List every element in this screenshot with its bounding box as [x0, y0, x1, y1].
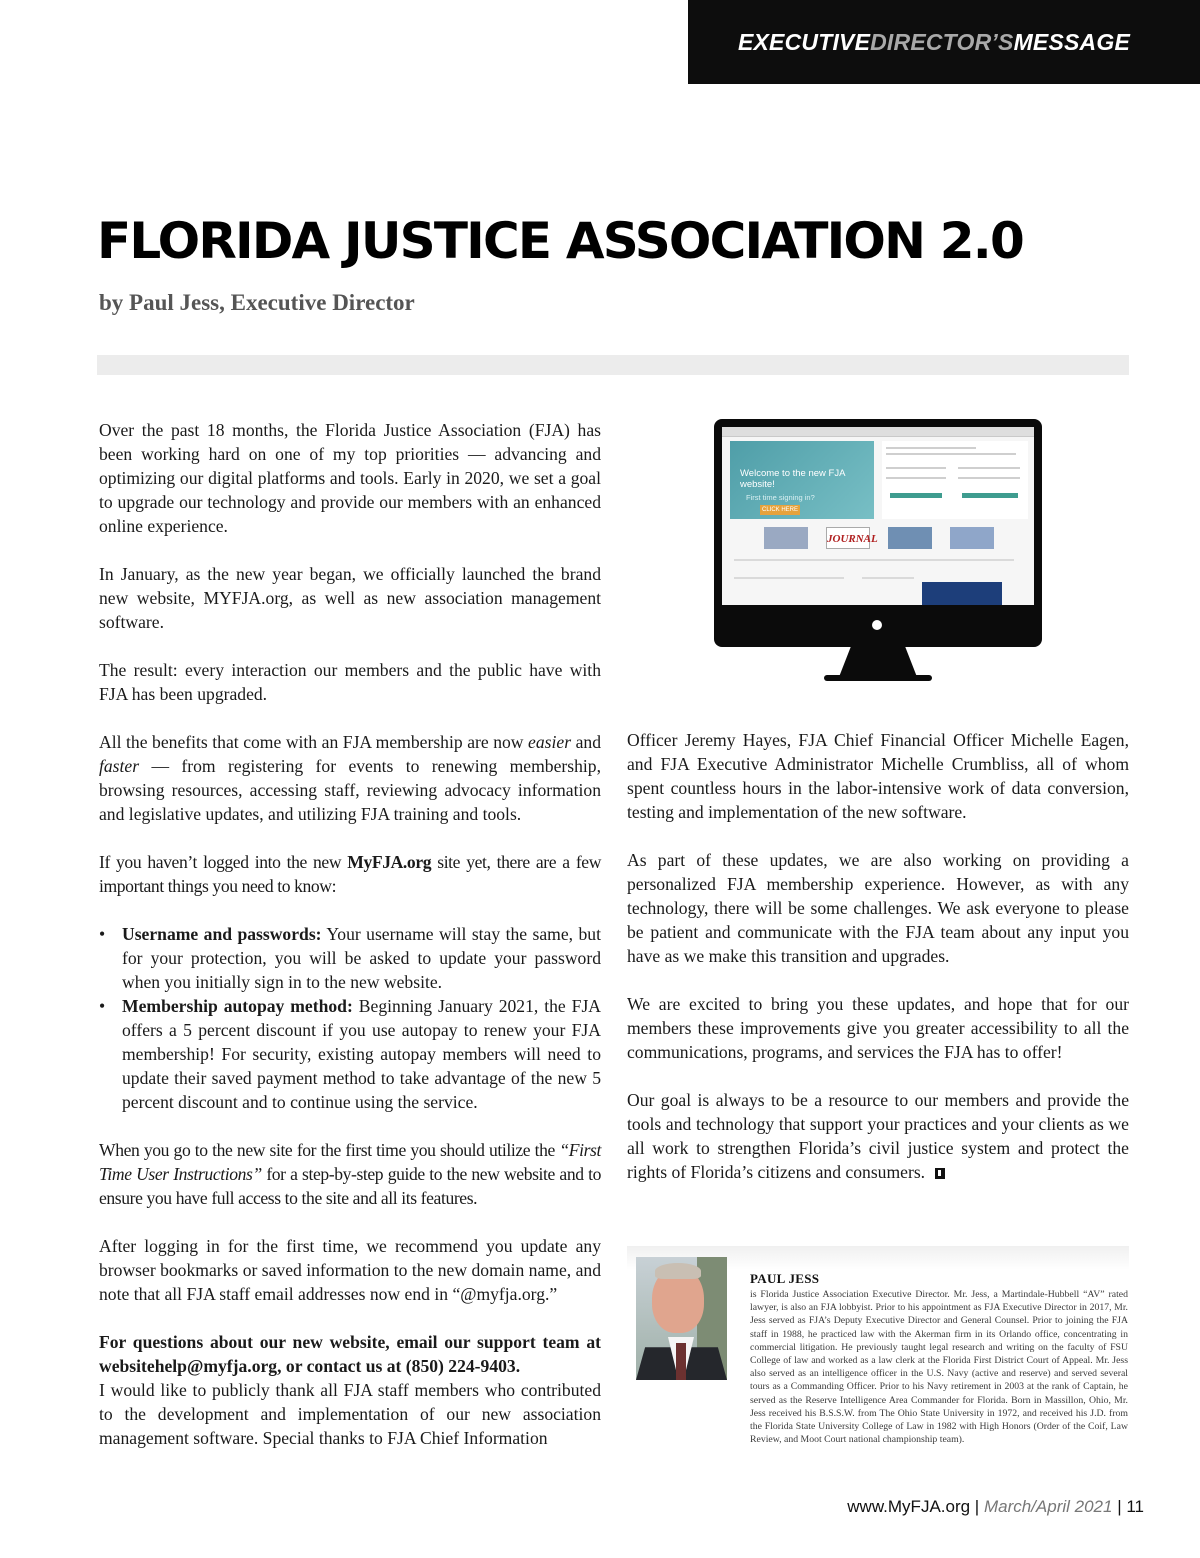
- end-mark-icon: [935, 1168, 945, 1179]
- list-item: • Username and passwords: Your username will stay the same, but for your protection, you will be asked to update your password when you initially sign in to the new website.: [99, 922, 601, 994]
- monitor-frame: [714, 419, 1042, 647]
- welcome-banner: [730, 441, 874, 519]
- paragraph-9: I would like to publicly thank all FJA staff members who contributed to the development and implementation of our new association management software. Special thanks to FJA Chief Information: [99, 1380, 601, 1448]
- section-header-part1: EXECUTIVE: [737, 28, 871, 55]
- welcome-subtitle: First time signing in?: [746, 493, 815, 502]
- section-header-part3: MESSAGE: [1013, 28, 1130, 55]
- paragraph-5: If you haven’t logged into the new MyFJA.org site yet, there are a few important things you need to know:: [99, 852, 601, 896]
- power-indicator: [872, 620, 882, 630]
- instructions-panel: [882, 441, 1028, 519]
- emphasis-easier: easier: [528, 732, 572, 752]
- globe-thumbnail: [764, 527, 808, 549]
- paragraph-12: We are excited to bring you these updates, and hope that for our members these improvements give you greater accessibility to all the communications, programs, and services the FJA has to offer!: [627, 994, 1129, 1062]
- paragraph-10: Officer Jeremy Hayes, FJA Chief Financial Officer Michelle Eagen, and FJA Executive Administrator Michelle Crumbliss, all of whom spent countless hours in the labor-intensive work of data conversion, testing and implementation of the new software.: [627, 730, 1129, 822]
- paragraph-2: In January, as the new year began, we officially launched the brand new website, MYFJA.org, as well as new association management software.: [99, 564, 601, 632]
- author-name: PAUL JESS: [750, 1271, 820, 1286]
- title-divider: [97, 355, 1129, 375]
- key-points-list: [99, 922, 601, 1114]
- section-header-part2: DIRECTOR’S: [870, 28, 1014, 55]
- author-photo: [636, 1257, 727, 1380]
- paragraph-4: All the benefits that come with an FJA membership are now easier and faster — from registering for events to renewing membership, browsing resources, accessing staff, reviewing advocacy information and legislative updates, and utilizing FJA training and tools.: [99, 732, 601, 824]
- paragraph-7: After logging in for the first time, we recommend you update any browser bookmarks or saved information to the new domain name, and note that all FJA staff email addresses now end in “@myfja.org.”: [99, 1236, 601, 1304]
- news-image: [922, 582, 1002, 605]
- journal-thumbnail: JOURNAL: [826, 527, 870, 549]
- monitor-base: [824, 675, 932, 681]
- article-byline: by Paul Jess, Executive Director: [99, 290, 415, 315]
- paragraph-11: As part of these updates, we are also working on providing a personalized FJA membership experience. However, as with any technology, there will be some challenges. We ask everyone to please be patient and communicate with the FJA team about any input you have as we make this transition and upgrades.: [627, 850, 1129, 966]
- article-column-left: [99, 418, 601, 1474]
- author-bio: [627, 1246, 1129, 1478]
- paragraph-6: When you go to the new site for the first time you should utilize the “First Time User Instructions” for a step-by-step guide to the new website and to ensure you have full access to the site and all its features.: [99, 1140, 601, 1208]
- paragraph-3: The result: every interaction our members and the public have with FJA has been upgraded.: [99, 660, 601, 704]
- support-contact: For questions about our new website, email our support team at websitehelp@myfja.org, or contact us at (850) 224-9403.: [99, 1332, 601, 1376]
- paragraph-1: Over the past 18 months, the Florida Justice Association (FJA) has been working hard on one of my top priorities — advancing and optimizing our digital platforms and tools. Early in 2020, we set a goal to upgrade our technology and provide our members with an enhanced online experience.: [99, 420, 601, 536]
- website-screenshot: [722, 427, 1034, 605]
- emphasis-faster: faster: [99, 756, 140, 776]
- page-footer: www.MyFJA.org | March/April 2021 | 11: [847, 1497, 1144, 1516]
- article-title: FLORIDA JUSTICE ASSOCIATION 2.0: [97, 212, 1023, 270]
- welcome-title: Welcome to the new FJA website!: [740, 468, 845, 490]
- site-name: MyFJA.org: [347, 852, 432, 872]
- issue-date: March/April 2021: [983, 1497, 1113, 1516]
- article-column-right: [627, 728, 1129, 1208]
- welcome-cta: CLICK HERE: [761, 507, 798, 513]
- monitor-illustration: [714, 419, 1042, 683]
- guide-title: “First Time User Instructions”: [99, 1140, 601, 1184]
- browser-toolbar: [722, 427, 1034, 437]
- laptop-thumbnail: [888, 527, 932, 549]
- paragraph-13: Our goal is always to be a resource to our members and provide the tools and technology that support your practices and your clients as we all work to strengthen Florida’s civil justice system and protect the rights of Florida’s citizens and consumers.: [627, 1090, 1129, 1182]
- section-header: [688, 0, 1200, 84]
- footer-site: www.MyFJA.org: [847, 1497, 971, 1516]
- page-number: 11: [1126, 1497, 1144, 1516]
- books-thumbnail: [950, 527, 994, 549]
- list-item: • Membership autopay method: Beginning January 2021, the FJA offers a 5 percent discount if you use autopay to renew your FJA membership! For security, existing autopay members will need to update their saved payment method to take advantage of the new 5 percent discount and to continue using the service.: [99, 994, 601, 1114]
- author-bio-text: is Florida Justice Association Executive Director. Mr. Jess, a Martindale-Hubbell “AV” rated lawyer, is also an FJA lobbyist. Prior to his appointment as FJA Executive Director in 2017, Mr. Jess served as FJA’s Deputy Executive Director and General Counsel. Prior to joining the FJA staff in 1988, he practiced law with the Akerman firm in its Orlando office, concentrating in commercial litigation. He previously taught legal research and writing on the faculty of FSU College of law and worked as a law clerk at the Florida First District Court of Appeal. Mr. Jess also served as an intelligence officer in the U.S. Navy (active and reserve) and served several tours as a Commanding Officer. Prior to his Navy retirement in 2003 at the rank of Captain, he served as the Reserve Intelligence Area Commander for Florida. Born in Massillon, Ohio, Mr. Jess received his B.S.S.W. from The Ohio State University in 1972, and received his J.D. from the Florida State University College of Law in 1982 with High Honors (Order of the Coif, Law Review, and Moot Court national championship team).: [750, 1289, 1128, 1446]
- monitor-stand: [839, 647, 917, 677]
